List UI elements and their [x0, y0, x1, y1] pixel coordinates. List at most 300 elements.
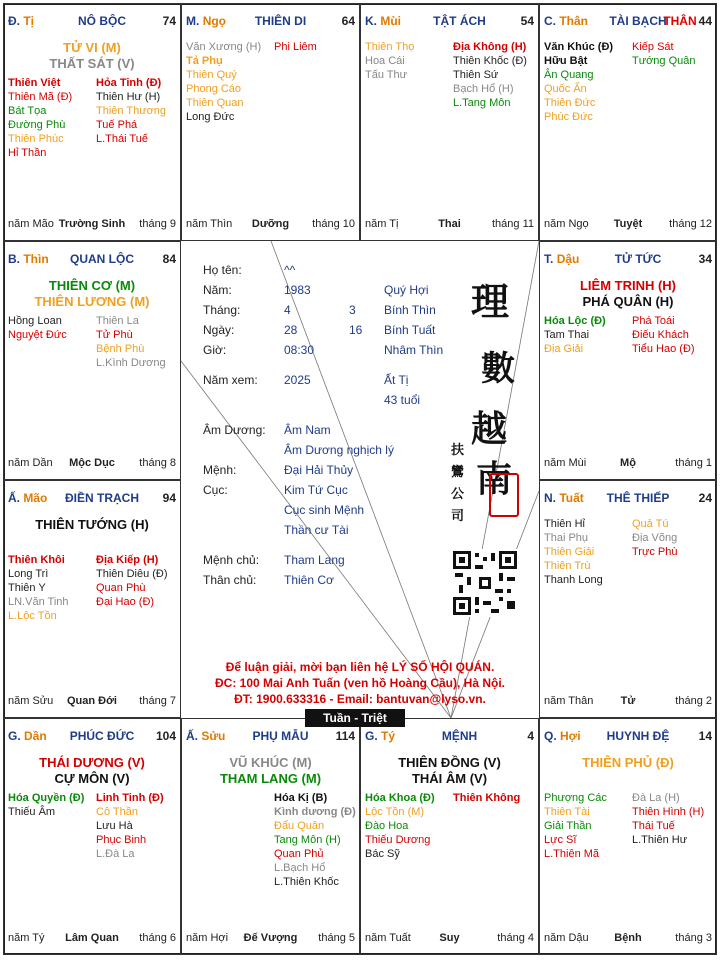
left-star-column [8, 76, 72, 160]
minor-star: Đà La (H) [632, 792, 680, 804]
trang-sinh-stage: Mộ [620, 457, 636, 469]
main-star: THIÊN LƯƠNG (M) [34, 294, 150, 309]
left-star-column [365, 40, 414, 82]
nguyet-han-month: tháng 5 [318, 932, 355, 944]
right-star-column [274, 791, 356, 889]
main-star: THIÊN TƯỚNG (H) [35, 517, 149, 532]
palace-header [186, 14, 355, 30]
left-star-column [544, 517, 603, 587]
nam-xem-value: 2025 [284, 373, 311, 387]
nguyet-han-month: tháng 10 [312, 218, 355, 230]
center-panel [181, 241, 539, 718]
trang-sinh-stage: Quan Đới [67, 695, 117, 707]
palace-header [544, 729, 712, 745]
left-star-column [544, 791, 607, 861]
palace-header [8, 14, 176, 30]
minor-star: Thiên Giải [544, 546, 595, 558]
qr-code [451, 549, 519, 617]
right-star-column [632, 791, 704, 847]
can-label: B. [8, 252, 20, 266]
tieu-han-year: năm Tý [8, 932, 45, 944]
chi-label: Tị [23, 14, 35, 28]
minor-star: Long Trì [8, 568, 49, 580]
minor-star: Thiên Hỉ [544, 518, 585, 530]
minor-star: Thiên Mã (Đ) [8, 91, 73, 103]
nguyet-han-month: tháng 6 [139, 932, 176, 944]
minor-star: Thiên Hư (H) [96, 91, 161, 103]
chi-label: Sửu [201, 729, 226, 743]
minor-star: Thiên Khôi [8, 554, 65, 566]
minor-star: Bạch Hổ (H) [453, 83, 514, 95]
minor-star: Lưu Hà [96, 820, 133, 832]
chi-label: Hợi [560, 729, 581, 743]
minor-star: Thai Phụ [544, 532, 589, 544]
palace-name: TỬ TỨC [614, 252, 662, 266]
minor-star: Thiên Việt [8, 77, 61, 89]
dai-han-number: 54 [520, 14, 534, 28]
main-star: CỰ MÔN (V) [54, 771, 130, 786]
can-label: N. [544, 491, 556, 505]
calligraphy-char-1: 理 [471, 279, 510, 324]
red-seal-stamp [489, 473, 519, 517]
minor-star: Hóa Khoa (Đ) [365, 792, 435, 804]
minor-star: Thiên Quan [186, 97, 244, 109]
minor-star: LN.Văn Tinh [8, 596, 69, 608]
palace-name: TẬT ÁCH [433, 14, 486, 28]
gio-label: Giờ: [203, 343, 227, 357]
chi-label: Dậu [556, 252, 580, 266]
minor-star: Hóa Kị (B) [274, 792, 328, 804]
palace-name: THIÊN DI [254, 14, 307, 28]
nguyet-han-month: tháng 2 [675, 695, 712, 707]
seal-char-2: 鸞 [451, 465, 465, 480]
nguyet-han-month: tháng 11 [491, 218, 534, 230]
minor-star: Phong Cáo [186, 83, 242, 95]
ho-ten-label: Họ tên: [203, 263, 242, 277]
minor-star: Quả Tú [632, 518, 669, 530]
minor-star: L.Kình Dương [96, 357, 166, 369]
minor-star: Thanh Long [544, 574, 603, 586]
palace-header [544, 14, 712, 30]
trang-sinh-stage: Mộc Dục [69, 457, 115, 469]
nguyet-han-month: tháng 7 [139, 695, 176, 707]
can-label: Ấ. [8, 491, 20, 505]
minor-star: L.Đà La [96, 848, 135, 860]
palace-footer [186, 932, 355, 946]
palace-cell-ngo [181, 3, 360, 241]
nguyet-han-month: tháng 4 [497, 932, 534, 944]
palace-footer [8, 457, 176, 471]
minor-star: Địa Giải [544, 343, 584, 355]
trang-sinh-stage: Trường Sinh [58, 218, 126, 230]
minor-star: L.Thiên Hư [632, 834, 688, 846]
main-star: PHÁ QUÂN (H) [582, 294, 674, 309]
can-label: Đ. [8, 14, 20, 28]
tieu-han-year: năm Dần [8, 457, 53, 469]
palace-number [163, 14, 176, 28]
than-chu-label: Thân chủ: [203, 573, 257, 587]
tuan-triet-badge: Tuần - Triệt [305, 709, 405, 727]
nguyet-han-month: tháng 1 [675, 457, 712, 469]
main-star: THÁI DƯƠNG (V) [39, 755, 145, 770]
nam-label: Năm: [203, 283, 232, 297]
gio-can-chi: Nhâm Thìn [384, 343, 444, 357]
tieu-han-year: năm Dậu [544, 932, 589, 944]
trang-sinh-stage: Bệnh [614, 932, 642, 944]
dai-han-number: 14 [698, 729, 712, 743]
tieu-han-year: năm Thìn [186, 218, 233, 230]
minor-star: Long Đức [186, 111, 235, 123]
minor-star: Thái Tuế [632, 820, 675, 832]
minor-star: L.Thiên Khốc [274, 876, 339, 888]
nam-duong: 1983 [284, 283, 311, 297]
minor-star: Hồng Loan [8, 315, 62, 327]
right-star-column [96, 553, 168, 609]
chi-label: Tý [381, 729, 396, 743]
main-star: THIÊN ĐỒNG (V) [398, 755, 501, 770]
palace-footer [8, 218, 176, 232]
can-label: C. [544, 14, 556, 28]
minor-star: Kiếp Sát [632, 41, 674, 53]
nguyet-han-month: tháng 3 [675, 932, 712, 944]
trang-sinh-stage: Dưỡng [251, 218, 290, 230]
minor-star: Đại Hao (Đ) [96, 596, 155, 608]
tieu-han-year: năm Sửu [8, 695, 54, 707]
can-label: G. [365, 729, 378, 743]
palace-header [544, 491, 712, 507]
palace-number [699, 729, 712, 743]
minor-star: Thiếu Âm [8, 806, 56, 818]
minor-star: Địa Kiếp (H) [96, 554, 159, 566]
chi-label: Tuất [559, 491, 584, 505]
palace-name: HUYNH ĐỆ [606, 729, 670, 743]
palace-name: PHÚC ĐỨC [69, 729, 135, 743]
left-star-column [544, 40, 613, 124]
minor-star: Thiên Hình (H) [632, 806, 705, 818]
right-star-column [632, 40, 696, 68]
palace-number [699, 491, 712, 505]
minor-star: Bác Sỹ [365, 848, 400, 860]
chi-label: Thìn [23, 252, 49, 266]
left-star-column [544, 314, 606, 356]
nguyet-han-month: tháng 8 [139, 457, 176, 469]
thang-label: Tháng: [203, 303, 241, 317]
minor-star: Thiên Đức [544, 97, 596, 109]
palace-footer [186, 218, 355, 232]
dai-han-number: 34 [698, 252, 712, 266]
palace-number [156, 729, 176, 743]
minor-star: L.Lộc Tồn [8, 610, 57, 622]
palace-number [336, 729, 355, 743]
minor-star: Thiên Tài [544, 806, 590, 818]
minor-star: Đường Phù [8, 119, 66, 131]
palace-number [163, 252, 176, 266]
palace-cell-dan [3, 718, 181, 955]
minor-star: Linh Tinh (Đ) [96, 792, 164, 804]
minor-star: Giải Thần [544, 820, 592, 832]
seal-char-3: 公 [451, 487, 465, 502]
left-star-column [186, 40, 261, 124]
minor-star: L.Thái Tuế [96, 133, 148, 145]
right-star-column [632, 314, 695, 356]
right-star-column [453, 40, 527, 110]
right-star-column [96, 791, 164, 861]
minor-star: L.Tang Môn [453, 97, 511, 109]
minor-star: Quốc Ấn [544, 83, 587, 95]
am-duong-value: Âm Nam [284, 423, 331, 437]
menh-chu-label: Mệnh chủ: [203, 553, 260, 567]
minor-star: Địa Võng [632, 532, 678, 544]
palace-name: ĐIỀN TRẠCH [65, 491, 139, 505]
menh-chu-value: Tham Lang [284, 553, 345, 567]
trang-sinh-stage: Đế Vượng [243, 932, 298, 944]
trang-sinh-stage: Tuyệt [613, 218, 643, 230]
minor-star: Quan Phủ [274, 848, 324, 860]
minor-star: Thiên Thương [96, 105, 167, 117]
tieu-han-year: năm Mùi [544, 457, 587, 469]
dai-han-number: 114 [335, 729, 355, 743]
right-star-column [96, 76, 166, 146]
can-label: T. [544, 252, 554, 266]
palace-footer [544, 457, 712, 471]
main-star: LIÊM TRINH (H) [579, 278, 677, 293]
main-star: THẤT SÁT (V) [49, 56, 135, 71]
palace-header [8, 729, 176, 745]
minor-star: Thiên Phúc [8, 133, 64, 145]
minor-star: Tiểu Hao (Đ) [632, 343, 695, 355]
minor-star: Tả Phụ [186, 55, 223, 67]
am-duong-label: Âm Dương: [203, 423, 266, 437]
left-star-column [8, 791, 84, 819]
minor-star: Văn Xương (H) [186, 41, 262, 53]
palace-number [163, 491, 176, 505]
chi-label: Mùi [380, 14, 402, 28]
can-label: Q. [544, 729, 557, 743]
gio-value: 08:30 [284, 343, 315, 357]
right-star-column [453, 791, 520, 805]
cuc-label: Cục: [203, 483, 228, 497]
tieu-han-year: năm Hợi [186, 932, 229, 944]
can-label: M. [186, 14, 200, 28]
minor-star: Thiên Sứ [453, 69, 499, 81]
palace-footer [544, 218, 712, 232]
thang-duong: 4 [284, 303, 291, 317]
palace-header [8, 491, 176, 507]
tieu-han-year: năm Ngọ [544, 218, 589, 230]
palace-number [699, 252, 712, 266]
cuc-note-1: Cục sinh Mệnh [284, 503, 365, 517]
palace-header [365, 14, 534, 30]
tieu-han-year: năm Mão [8, 218, 54, 230]
main-star: TỬ VI (M) [63, 40, 121, 55]
minor-star: Thiên Trù [544, 560, 591, 572]
cuc-note-2: Thần cư Tài [284, 523, 349, 537]
thang-can-chi: Bính Thìn [384, 303, 436, 317]
palace-number [342, 14, 355, 28]
minor-star: Thiên Khốc (Đ) [453, 55, 527, 67]
palace-header [8, 252, 176, 268]
tieu-han-year: năm Tuất [365, 932, 411, 944]
dai-han-number: 4 [527, 729, 534, 743]
chi-label: Mão [23, 491, 48, 505]
minor-star: Hỏa Tinh (Đ) [96, 77, 162, 89]
minor-star: Thiên Không [453, 792, 521, 804]
palace-header [544, 252, 712, 268]
ngay-can-chi: Bính Tuất [384, 323, 436, 337]
ngay-label: Ngày: [203, 323, 235, 337]
minor-star: Điếu Khách [632, 329, 689, 341]
contact-line-2: ĐC: 100 Mai Anh Tuấn (ven hồ Hoàng Cầu), Hà Nội. [214, 676, 505, 690]
thang-am: 3 [349, 303, 356, 317]
ngay-am: 16 [349, 323, 363, 337]
right-star-column [96, 314, 166, 370]
chi-label: Dần [24, 729, 47, 743]
than-mark: THÂN [663, 14, 697, 28]
left-star-column [365, 791, 435, 861]
seal-char-4: 司 [451, 509, 465, 524]
contact-line-3: ĐT: 1900.633316 - Email: bantuvan@lyso.vn. [234, 692, 486, 706]
minor-star: Lực Sĩ [544, 834, 577, 846]
menh-label: Mệnh: [203, 463, 237, 477]
palace-cell-tuat [539, 480, 717, 718]
minor-star: Đẩu Quân [274, 820, 325, 832]
minor-star: Tử Phù [96, 329, 133, 341]
calligraphy-char-2: 數 [481, 349, 515, 389]
minor-star: Bệnh Phù [96, 343, 145, 355]
contact-line-1: Để luận giải, mời bạn liên hệ LÝ SỐ HỘI QUÁN. [225, 660, 495, 674]
trang-sinh-stage: Lâm Quan [65, 932, 119, 944]
minor-star: Địa Không (H) [453, 41, 527, 53]
minor-star: Thiên Diêu (Đ) [96, 568, 168, 580]
nam-xem-can-chi: Ất Tị [384, 373, 409, 387]
right-star-column [632, 517, 677, 559]
palace-cell-ty [360, 718, 539, 955]
minor-star: Hỉ Thần [8, 147, 47, 159]
minor-star: Phi Liêm [274, 41, 317, 53]
minor-star: Tuế Phá [96, 119, 138, 131]
minor-star: Thiên Quý [186, 69, 237, 81]
can-label: Ấ. [186, 729, 198, 743]
minor-star: Hóa Lộc (Đ) [544, 315, 606, 327]
chi-label: Ngọ [202, 14, 227, 28]
palace-name: PHỤ MẪU [252, 729, 309, 743]
left-star-column [8, 314, 67, 342]
palace-footer [544, 932, 712, 946]
palace-cell-hoi [539, 718, 717, 955]
nguyet-han-month: tháng 12 [669, 218, 712, 230]
palace-footer [8, 932, 176, 946]
palace-footer [365, 932, 534, 946]
palace-cell-dau [539, 241, 717, 480]
palace-name: QUAN LỘC [70, 252, 134, 266]
minor-star: Phúc Đức [544, 111, 593, 123]
dai-han-number: 44 [698, 14, 712, 28]
minor-star: Trực Phù [632, 546, 678, 558]
main-star: THIÊN CƠ (M) [48, 278, 136, 293]
palace-number [527, 729, 534, 743]
trang-sinh-stage: Suy [439, 932, 460, 944]
minor-star: Quan Phù [96, 582, 146, 594]
palace-footer [8, 695, 176, 709]
palace-header [186, 729, 355, 745]
chi-label: Thân [559, 14, 589, 28]
minor-star: L.Bạch Hổ [274, 862, 326, 874]
trang-sinh-stage: Tử [620, 695, 636, 707]
dai-han-number: 104 [155, 729, 176, 743]
palace-name: THÊ THIẾP [606, 491, 670, 505]
minor-star: Lộc Tồn (M) [365, 806, 425, 818]
minor-star: Ân Quang [544, 69, 594, 81]
palace-footer [544, 695, 712, 709]
palace-cell-thin [3, 241, 181, 480]
palace-name: MỆNH [441, 729, 478, 743]
minor-star: Tấu Thư [365, 69, 408, 81]
ngay-duong: 28 [284, 323, 298, 337]
minor-star: Phá Toái [632, 315, 675, 327]
minor-star: Nguyệt Đức [8, 329, 67, 341]
palace-number [521, 14, 534, 28]
nam-xem-label: Năm xem: [203, 373, 258, 387]
palace-number [663, 14, 712, 28]
can-label: G. [8, 729, 21, 743]
minor-star: Tướng Quân [632, 55, 696, 67]
minor-star: Thiên La [96, 315, 139, 327]
minor-star: Thiên Thọ [365, 41, 415, 53]
minor-star: Tam Thai [544, 329, 590, 341]
main-star: THIÊN PHỦ (Đ) [582, 755, 674, 770]
dai-han-number: 94 [162, 491, 176, 505]
dai-han-number: 84 [162, 252, 176, 266]
trang-sinh-stage: Thai [438, 218, 461, 230]
main-star: THAM LANG (M) [219, 771, 322, 786]
minor-star: Bát Tọa [8, 105, 47, 117]
seal-char-1: 扶 [451, 443, 465, 458]
tieu-han-year: năm Thân [544, 695, 594, 707]
dai-han-number: 64 [341, 14, 355, 28]
minor-star: Văn Khúc (Đ) [544, 41, 614, 53]
calligraphy-char-3: 越 [471, 408, 508, 450]
right-star-column [274, 40, 317, 54]
minor-star: Hữu Bật [544, 55, 588, 67]
palace-name: NÔ BỘC [78, 14, 126, 28]
tieu-han-year: năm Tị [365, 218, 399, 230]
palace-cell-suu [181, 718, 360, 955]
dai-han-number: 74 [162, 14, 176, 28]
palace-cell-ti [3, 3, 181, 241]
main-star: THÁI ÂM (V) [411, 771, 488, 786]
tuoi-value: 43 tuổi [384, 393, 421, 407]
minor-star: Cô Thần [96, 806, 138, 818]
than-chu-value: Thiên Cơ [284, 573, 334, 587]
nam-am: Quý Hợi [384, 283, 429, 297]
main-star: VŨ KHÚC (M) [229, 755, 312, 770]
minor-star: Hoa Cái [365, 55, 405, 67]
minor-star: Kình dương (Đ) [274, 806, 356, 818]
minor-star: L.Thiên Mã [544, 848, 600, 860]
palace-footer [365, 218, 534, 232]
minor-star: Hóa Quyền (Đ) [8, 792, 85, 804]
menh-value: Đại Hải Thủy [284, 463, 354, 477]
palace-cell-than [539, 3, 717, 241]
palace-name: TÀI BẠCH [609, 14, 667, 28]
minor-star: Thiếu Dương [365, 834, 431, 846]
calligraphy-char-4: 南 [476, 458, 513, 500]
cuc-value: Kim Tứ Cục [284, 483, 348, 497]
minor-star: Thiên Y [8, 582, 46, 594]
palace-header [365, 729, 534, 745]
palace-cell-mao [3, 480, 181, 718]
minor-star: Phượng Các [544, 792, 607, 804]
